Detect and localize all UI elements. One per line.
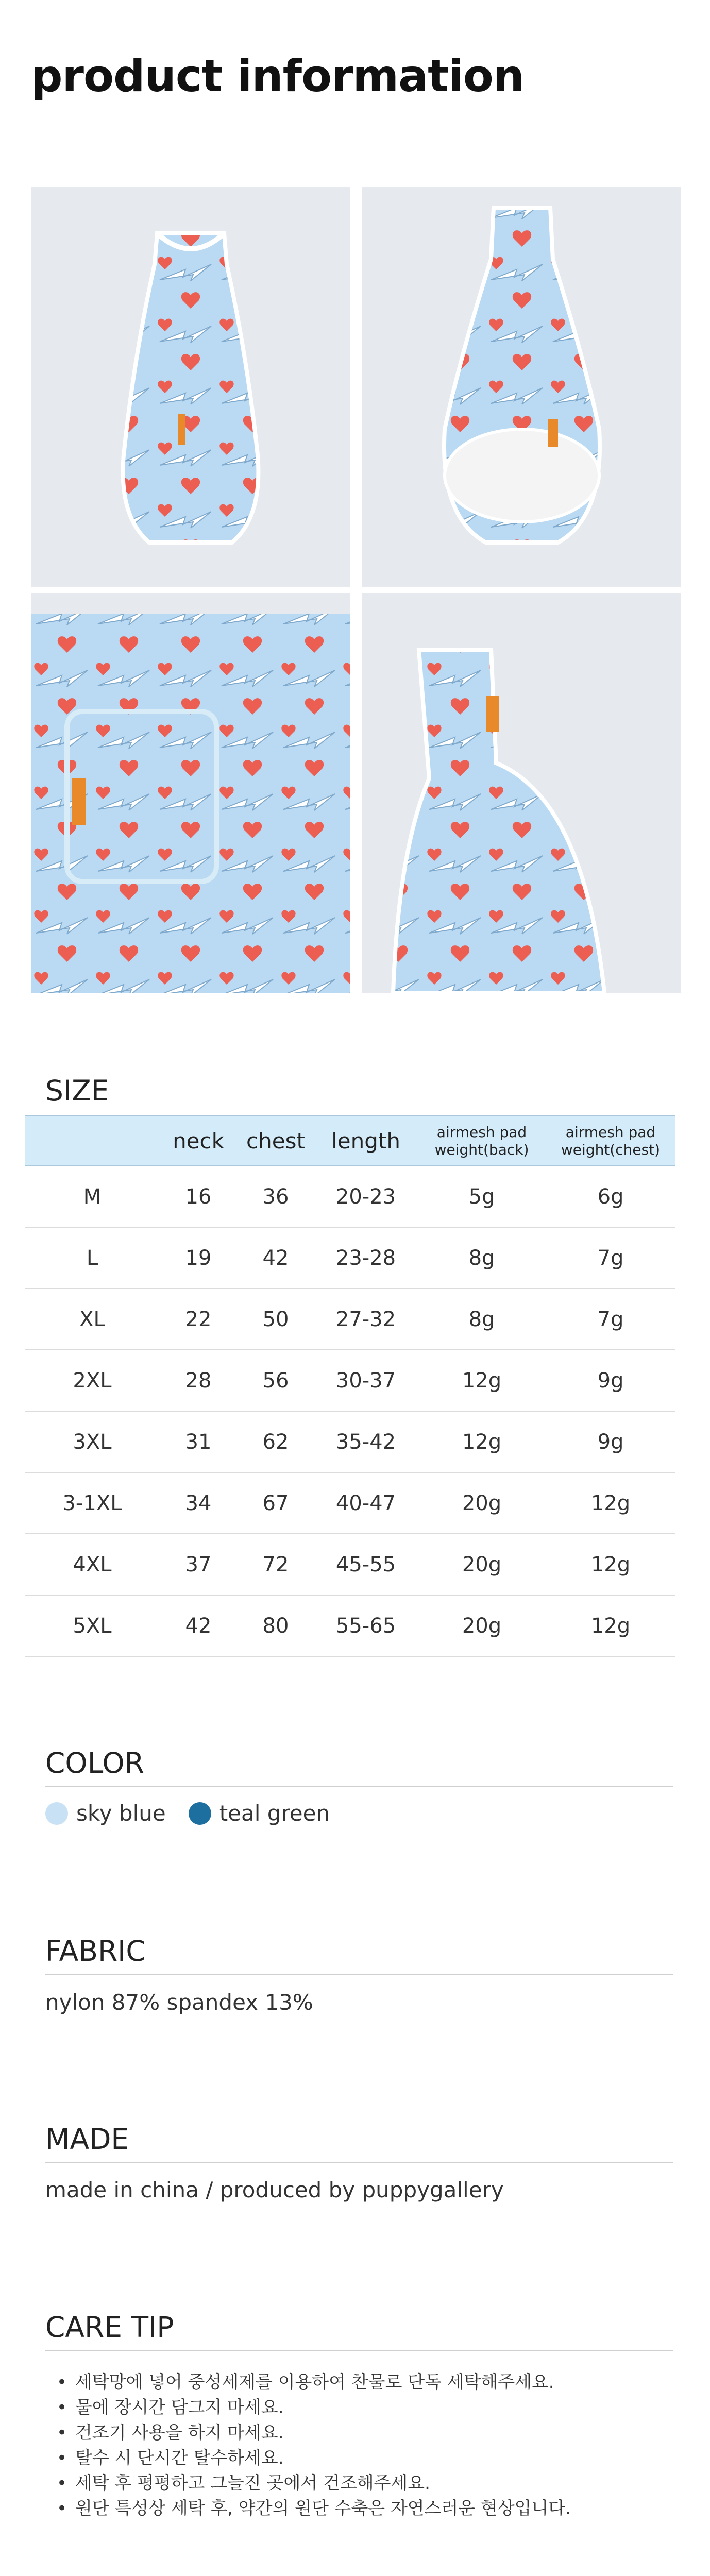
size-value-cell: 20-23 — [314, 1166, 417, 1227]
size-value-cell: 7g — [546, 1227, 675, 1289]
size-label-cell: 4XL — [25, 1534, 160, 1595]
size-value-cell: 50 — [237, 1289, 314, 1350]
size-table-row — [25, 1350, 675, 1411]
care-tip-item: • 세탁망에 넣어 중성세제를 이용하여 찬물로 단독 세탁해주세요. — [57, 2370, 571, 2395]
care-section-title: CARE TIP — [45, 2311, 174, 2344]
size-value-cell: 20g — [417, 1472, 546, 1534]
size-value-cell: 28 — [160, 1350, 237, 1411]
product-photo-front — [31, 187, 350, 587]
size-table-header — [25, 1116, 675, 1166]
size-value-cell: 7g — [546, 1289, 675, 1350]
size-value-cell: 9g — [546, 1411, 675, 1472]
size-value-cell: 27-32 — [314, 1289, 417, 1350]
size-value-cell: 37 — [160, 1534, 237, 1595]
size-table-row — [25, 1289, 675, 1350]
made-section-title: MADE — [45, 2123, 129, 2156]
size-value-cell: 12g — [417, 1350, 546, 1411]
size-header-cell — [25, 1116, 160, 1166]
size-header-cell: airmesh pad weight(chest) — [546, 1116, 675, 1166]
size-value-cell: 45-55 — [314, 1534, 417, 1595]
size-value-cell: 12g — [546, 1534, 675, 1595]
color-swatch-dot — [45, 1802, 68, 1825]
care-tip-list — [57, 2370, 571, 2521]
divider — [45, 2350, 673, 2351]
size-label-cell: L — [25, 1227, 160, 1289]
size-value-cell: 9g — [546, 1350, 675, 1411]
size-header-cell: chest — [237, 1116, 314, 1166]
made-text: made in china / produced by puppygallery — [45, 2177, 504, 2202]
size-value-cell: 8g — [417, 1227, 546, 1289]
divider — [45, 1974, 673, 1975]
size-value-cell: 5g — [417, 1166, 546, 1227]
size-value-cell: 19 — [160, 1227, 237, 1289]
care-tip-item: • 세탁 후 평평하고 그늘진 곳에서 건조해주세요. — [57, 2471, 571, 2496]
size-value-cell: 80 — [237, 1595, 314, 1656]
size-value-cell: 12g — [546, 1595, 675, 1656]
size-label-cell: XL — [25, 1289, 160, 1350]
size-table-row — [25, 1227, 675, 1289]
care-tip-item: • 탈수 시 단시간 탈수하세요. — [57, 2446, 571, 2471]
size-value-cell: 55-65 — [314, 1595, 417, 1656]
size-table — [25, 1115, 675, 1657]
size-value-cell: 62 — [237, 1411, 314, 1472]
size-value-cell: 22 — [160, 1289, 237, 1350]
size-table-row — [25, 1595, 675, 1656]
size-value-cell: 12g — [417, 1411, 546, 1472]
size-label-cell: 3-1XL — [25, 1472, 160, 1534]
color-label: sky blue — [76, 1801, 166, 1826]
care-tip-item: • 건조기 사용을 하지 마세요. — [57, 2420, 571, 2446]
size-value-cell: 42 — [160, 1595, 237, 1656]
size-value-cell: 12g — [546, 1472, 675, 1534]
size-value-cell: 20g — [417, 1595, 546, 1656]
product-photo-detail-strap — [362, 593, 681, 993]
color-option-sky-blue — [45, 1801, 166, 1826]
size-table-row — [25, 1411, 675, 1472]
care-tip-item: • 원단 특성상 세탁 후, 약간의 원단 수축은 자연스러운 현상입니다. — [57, 2496, 571, 2521]
page-title: product information — [31, 50, 525, 102]
size-value-cell: 40-47 — [314, 1472, 417, 1534]
size-label-cell: 2XL — [25, 1350, 160, 1411]
color-option-teal-green — [189, 1801, 330, 1826]
size-table-row — [25, 1472, 675, 1534]
size-value-cell: 35-42 — [314, 1411, 417, 1472]
size-section-title: SIZE — [45, 1074, 109, 1107]
size-value-cell: 16 — [160, 1166, 237, 1227]
size-value-cell: 30-37 — [314, 1350, 417, 1411]
size-header-cell: airmesh pad weight(back) — [417, 1116, 546, 1166]
color-section-title: COLOR — [45, 1747, 144, 1780]
size-value-cell: 72 — [237, 1534, 314, 1595]
size-value-cell: 36 — [237, 1166, 314, 1227]
color-swatch-dot — [189, 1802, 211, 1825]
fabric-text: nylon 87% spandex 13% — [45, 1990, 313, 2015]
size-value-cell: 31 — [160, 1411, 237, 1472]
size-value-cell: 20g — [417, 1534, 546, 1595]
color-label: teal green — [219, 1801, 330, 1826]
product-photo-back — [362, 187, 681, 587]
size-value-cell: 56 — [237, 1350, 314, 1411]
product-photo-detail-pocket — [31, 593, 350, 993]
size-value-cell: 23-28 — [314, 1227, 417, 1289]
size-header-cell: length — [314, 1116, 417, 1166]
size-table-row — [25, 1166, 675, 1227]
fabric-section-title: FABRIC — [45, 1935, 146, 1968]
size-label-cell: 3XL — [25, 1411, 160, 1472]
divider — [45, 2162, 673, 2163]
color-options — [45, 1801, 352, 1826]
size-header-cell: neck — [160, 1116, 237, 1166]
size-value-cell: 6g — [546, 1166, 675, 1227]
size-label-cell: M — [25, 1166, 160, 1227]
size-value-cell: 42 — [237, 1227, 314, 1289]
size-value-cell: 67 — [237, 1472, 314, 1534]
size-label-cell: 5XL — [25, 1595, 160, 1656]
size-value-cell: 8g — [417, 1289, 546, 1350]
size-value-cell: 34 — [160, 1472, 237, 1534]
size-table-row — [25, 1534, 675, 1595]
divider — [45, 1786, 673, 1787]
care-tip-item: • 물에 장시간 담그지 마세요. — [57, 2395, 571, 2420]
